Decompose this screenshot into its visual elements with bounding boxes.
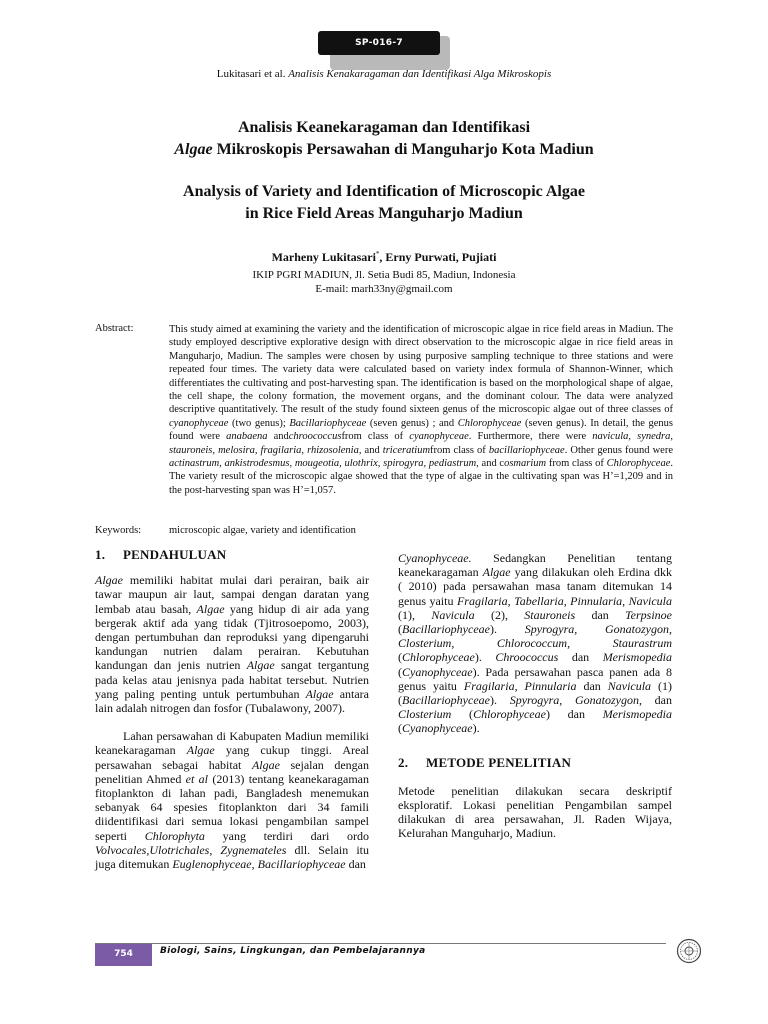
title-id-line1: Analisis Keanekaragaman dan Identifikasi [237, 119, 531, 136]
paragraph-intro-1: Algae memiliki habitat mulai dari perairan, baik air tawar maupun air laut, sampai dengan daratan yang lembab atau basah, Algae yang hidup di air ada yang bergerak aktif ada yang tidak (Tjitrosoepomo, 2003), dengan pertumbuhan dan reproduksi yang dipengaruhi kandungan nutrien dalam perairan. Kebutuhan kandungan dan jenis nutrien Algae sangat tergantung pada kelas atau jenisnya pada habitat tersebut. Nutrien yang paling penting untuk pertumbuhan Algae antara lain adalah nitrogen dan fosfor (Tubalawony, 2007). [95, 573, 370, 716]
page-number-box: 754 [95, 944, 152, 966]
author-list: Marheny Lukitasari*, Erny Purwati, Pujiati [271, 250, 497, 264]
title-en-line2: in Rice Field Areas Manguharjo Madiun [245, 205, 523, 222]
abstract-label: Abstract: [95, 323, 134, 334]
paragraph-method-1: Metode penelitian dilakukan secara deskriptif eksploratif. Lokasi penelitian Pengambilan sampel dilakukan di area persawahan, Jl. Raden Wijaya, Kelurahan Manguharjo, Madiun. [398, 783, 672, 841]
section-heading-metode: 2. METODE PENELITIAN [398, 754, 572, 770]
running-authors: Lukitasari et al. [216, 68, 286, 80]
paragraph-intro-2: Lahan persawahan di Kabupaten Madiun memiliki keanekaragaman Algae yang cukup tinggi. Areal persawahan sebagai habitat Algae sejalan dengan penelitian Ahmed et al (2013) tentang keanekaragaman fitoplankton di lahan padi, Bangladesh menemukan sebanyak 64 spesies fitoplankton dari 34 famili diidentifikasi dari semua lokasi pengambilan sampel seperti Chlorophyta yang terdiri dari ordo Volvocales,Ulotrichales, Zygnemateles dll. Selain itu juga ditemukan Euglenophyceae, Bacillariophyceae dan [95, 729, 370, 872]
journal-name: Biologi, Sains, Lingkungan, dan Pembelajarannya [160, 946, 426, 956]
keywords-label: Keywords: [95, 525, 142, 536]
paragraph-intro-3: Cyanophyceae. Sedangkan Penelitian tentang keanekaragaman Algae yang dilakukan oleh Erdina dkk ( 2010) pada persawahan masa tanam ditemukan 14 genus yaitu Fragilaria, Tabellaria, Pinnularia, Navicula (1), Navicula (2), Stauroneis dan Terpsinoe (Bacillariophyceae). Spyrogyra, Gonatozygon, Closterium, Chlorococcum, Staurastrum (Chlorophyceae). Chroococcus dan Merismopedia (Cyanophyceae). Pada persawahan pasca panen ada 8 genus yaitu Fragilaria, Pinnularia dan Navicula (1) (Bacillariophyceae). Spyrogyra, Gonatozygon, dan Closterium (Chlorophyceae) dan Merismopedia (Cyanophyceae). [398, 551, 673, 736]
affiliation: IKIP PGRI MADIUN, Jl. Setia Budi 85, Madiun, Indonesia [252, 269, 516, 281]
affiliation-block [0, 268, 768, 296]
author-email: E-mail: marh33ny@gmail.com [315, 283, 453, 295]
paper-code-badge: SP-016-7 [318, 31, 440, 55]
keywords-text: microscopic algae, variety and identification [169, 525, 356, 536]
title-english [0, 181, 768, 225]
left-column [95, 548, 369, 871]
running-header [0, 68, 768, 80]
title-id-line2: Algae Mikroskopis Persawahan di Manguharjo Kota Madiun [174, 141, 594, 158]
running-title: Analisis Kenakaragaman dan Identifikasi Alga Mikroskopis [288, 68, 552, 80]
right-column [398, 551, 672, 841]
footer-rule [95, 943, 666, 944]
university-seal-icon [676, 938, 702, 964]
section-heading-pendahuluan: 1. PENDAHULUAN [95, 547, 227, 562]
title-indonesian [0, 117, 768, 161]
title-en-line1: Analysis of Variety and Identification of Microscopic Algae [183, 183, 585, 200]
abstract-text: This study aimed at examining the variety and the identification of microscopic algae in rice field areas in Madiun. The study employed descriptive explorative design with direct observation to the microscopic algae in rice field areas in Manguharjo, Madiun. The samples were chosen by using purposive sampling technique to three stations and were repeated four times. The variety data were calculated based on variety index formula of Shannon-Winner, which differentiates the cultivating and post-harvesting span. The identification is based on the morphological shape of algae, the cell shape, the colony formation, the movement organs, and the dominant colour. The data were analyzed descriptive quantitatively. The result of the study found sixteen genus of the microscopic algae out of three classes of cyanophyceae (two genus); Bacillariophyceae (seven genus) ; and Chlorophyceae (seven genus). In detail, the genus found were anabaena andchroococcusfrom class of cyanophyceae. Furthermore, there were navicula, synedra, stauroneis, melosira, fragilaria, rhizosolenia, and triceratiumfrom class of bacillariophyceae. Other genus found were actinastrum, ankistrodesmus, mougeotia, ulothrix, spirogyra, pediastrum, and cosmarium from class of Chlorophyceae. The variety result of the microscopic algae showed that the type of algae in the cultivating span was H’=1,209 and in the post-harvesting span was H’=1,057. [169, 324, 673, 496]
